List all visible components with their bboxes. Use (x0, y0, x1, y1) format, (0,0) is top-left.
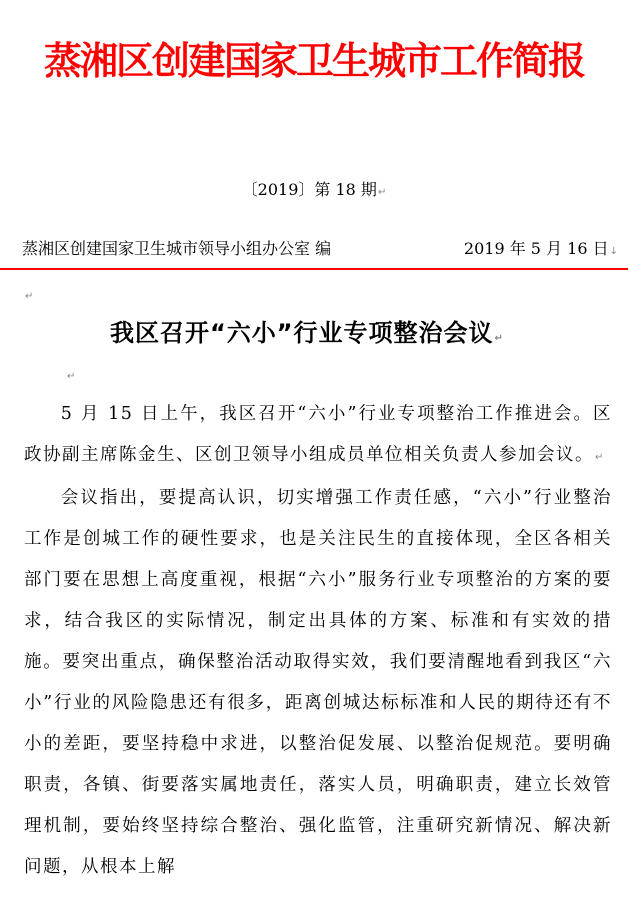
masthead-title: 蒸湘区创建国家卫生城市工作简报 (43, 39, 584, 83)
paragraph-mark-icon: ↵ (25, 291, 34, 302)
issue-date-text: 2019 年 5 月 16 日 (463, 239, 609, 258)
issue-number (0, 177, 628, 200)
red-divider (0, 268, 628, 270)
issue-text: 〔2019〕第 18 期 (241, 180, 377, 199)
empty-paragraph (24, 284, 33, 303)
line-break-mark-icon: ↓ (609, 246, 618, 257)
issue-date (464, 236, 618, 259)
body-paragraph (24, 394, 612, 478)
body-paragraph-text: 会议指出，要提高认识，切实增强工作责任感，“六小”行业整治工作是创城工作的硬性要求，也是关注民生的直接体现，全区各相关部门要在思想上高度重视，根据“六小”服务行业专项整治的方案的要求，结合我区的实际情况，制定出具体的方案、标准和有实效的措施。要突出重点，确保整治活动取得实效，我们要清醒地看到我区“六小”行业的风险隐患还有很多，距离创城达标标准和人民的期待还有不小的差距，要坚持稳中求进，以整治促发展、以整治促规范。要明确职责，各镇、街要落实属地责任，落实人员，明确职责，建立长效管理机制，要始终坚持综合整治、强化监管，注重研究新情况、解决新问题，从根本上解 (24, 488, 612, 877)
article-title (110, 313, 504, 348)
article-body[interactable] (24, 394, 612, 888)
paragraph-mark-icon: ↵ (67, 371, 76, 382)
paragraph-mark-icon: ↵ (377, 187, 387, 198)
article-title-text: 我区召开“六小”行业专项整治会议 (110, 319, 494, 347)
editor-office: 蒸湘区创建国家卫生城市领导小组办公室 编 (22, 239, 332, 258)
empty-paragraph (66, 364, 75, 383)
body-paragraph (24, 478, 612, 888)
paragraph-mark-icon: ↵ (494, 333, 504, 344)
body-paragraph-text: 5 月 15 日上午，我区召开“六小”行业专项整治工作推进会。区政协副主席陈金生、区创卫领导小组成员单位相关负责人参加会议。 (24, 404, 612, 465)
paragraph-mark-icon: ↵ (595, 452, 605, 463)
